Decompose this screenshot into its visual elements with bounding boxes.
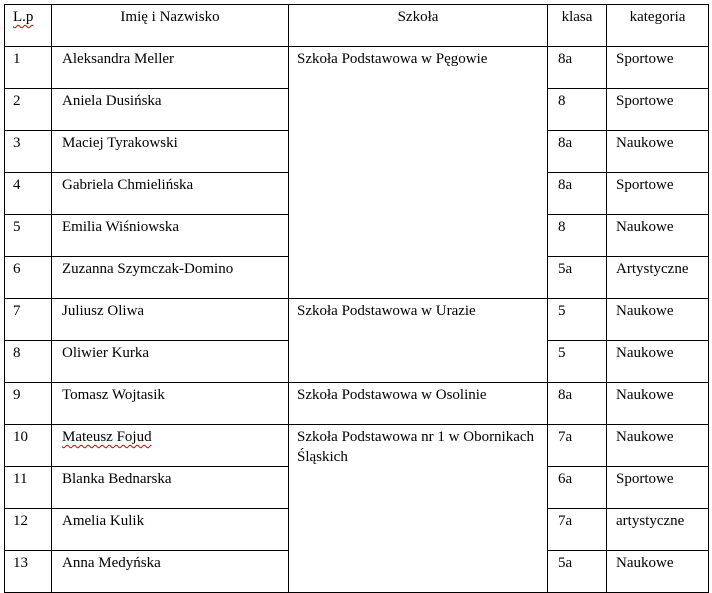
cell-name: Amelia Kulik — [52, 509, 289, 551]
cell-name: Juliusz Oliwa — [52, 299, 289, 341]
cell-lp: 10 — [5, 425, 52, 467]
cell-kategoria: Artystyczne — [607, 257, 709, 299]
cell-lp: 3 — [5, 131, 52, 173]
cell-kategoria: Naukowe — [607, 383, 709, 425]
cell-kategoria: Sportowe — [607, 47, 709, 89]
cell-name: Oliwier Kurka — [52, 341, 289, 383]
header-school: Szkoła — [289, 5, 548, 47]
cell-lp: 9 — [5, 383, 52, 425]
cell-klasa: 8a — [548, 47, 607, 89]
cell-klasa: 8a — [548, 173, 607, 215]
cell-school: Szkoła Podstawowa w Osolinie — [289, 383, 548, 425]
cell-lp: 12 — [5, 509, 52, 551]
cell-kategoria: Sportowe — [607, 467, 709, 509]
table-row — [5, 47, 709, 89]
header-klasa: klasa — [548, 5, 607, 47]
cell-klasa: 7a — [548, 425, 607, 467]
header-kategoria: kategoria — [607, 5, 709, 47]
cell-klasa: 5a — [548, 257, 607, 299]
cell-klasa: 5 — [548, 299, 607, 341]
cell-lp: 6 — [5, 257, 52, 299]
cell-name: Zuzanna Szymczak-Domino — [52, 257, 289, 299]
cell-kategoria: Naukowe — [607, 299, 709, 341]
cell-lp: 8 — [5, 341, 52, 383]
table-row — [5, 383, 709, 425]
cell-klasa: 6a — [548, 467, 607, 509]
cell-kategoria: artystyczne — [607, 509, 709, 551]
header-name: Imię i Nazwisko — [52, 5, 289, 47]
cell-lp: 11 — [5, 467, 52, 509]
cell-kategoria: Naukowe — [607, 131, 709, 173]
cell-school: Szkoła Podstawowa nr 1 w Obornikach Śląskich — [289, 425, 548, 593]
cell-school: Szkoła Podstawowa w Urazie — [289, 299, 548, 383]
cell-kategoria: Naukowe — [607, 425, 709, 467]
table-row — [5, 299, 709, 341]
cell-lp: 5 — [5, 215, 52, 257]
cell-klasa: 5 — [548, 341, 607, 383]
cell-name: Gabriela Chmielińska — [52, 173, 289, 215]
cell-name — [52, 425, 289, 467]
cell-kategoria: Naukowe — [607, 551, 709, 593]
cell-lp: 13 — [5, 551, 52, 593]
cell-name: Aleksandra Meller — [52, 47, 289, 89]
cell-klasa: 7a — [548, 509, 607, 551]
cell-klasa: 8a — [548, 383, 607, 425]
cell-name: Aniela Dusińska — [52, 89, 289, 131]
cell-klasa: 5a — [548, 551, 607, 593]
cell-kategoria: Sportowe — [607, 173, 709, 215]
table-row — [5, 425, 709, 467]
cell-kategoria: Naukowe — [607, 341, 709, 383]
name-spellcheck-underline: Mateusz Fojud — [62, 429, 152, 445]
cell-lp: 4 — [5, 173, 52, 215]
cell-kategoria: Naukowe — [607, 215, 709, 257]
cell-name: Anna Medyńska — [52, 551, 289, 593]
cell-lp: 2 — [5, 89, 52, 131]
cell-name: Maciej Tyrakowski — [52, 131, 289, 173]
cell-klasa: 8 — [548, 215, 607, 257]
cell-klasa: 8 — [548, 89, 607, 131]
header-row — [5, 5, 709, 47]
cell-klasa: 8a — [548, 131, 607, 173]
cell-name: Blanka Bednarska — [52, 467, 289, 509]
cell-name: Tomasz Wojtasik — [52, 383, 289, 425]
cell-kategoria: Sportowe — [607, 89, 709, 131]
cell-school: Szkoła Podstawowa w Pęgowie — [289, 47, 548, 299]
cell-lp: 7 — [5, 299, 52, 341]
cell-name: Emilia Wiśniowska — [52, 215, 289, 257]
students-table — [4, 4, 709, 593]
cell-lp: 1 — [5, 47, 52, 89]
header-lp: L.p — [5, 5, 52, 47]
